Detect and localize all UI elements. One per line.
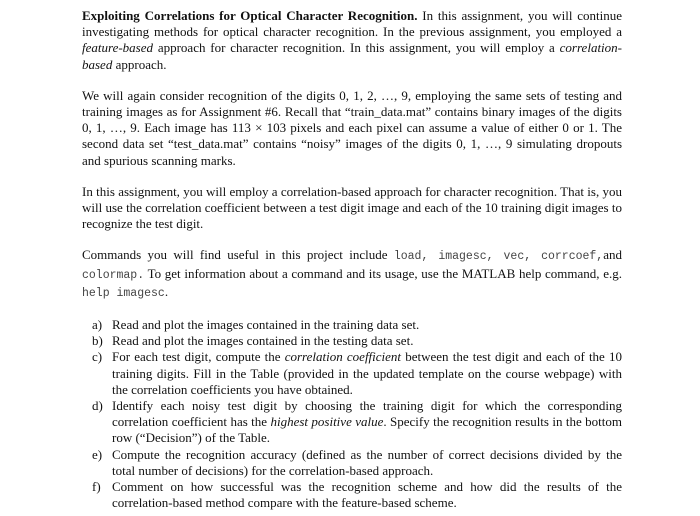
command-colormap: colormap. <box>82 268 145 282</box>
assignment-title: Exploiting Correlations for Optical Character Recognition. <box>82 8 418 23</box>
task-list <box>82 317 622 511</box>
task-item: d) Identify each noisy test digit by choosing the training digit for which the corresponding correlation coefficient has the highest positive value. Specify the recognition results in the bottom row (“Decision”) of the Table. <box>92 398 622 446</box>
task-item: e) Compute the recognition accuracy (defined as the number of correct decisions divided by the total number of decisions) for the correlation-based approach. <box>92 446 622 478</box>
task-item: b) Read and plot the images contained in the testing data set. <box>92 333 414 349</box>
commands-paragraph: Commands you will find useful in this project include load, imagesc, vec, corrcoef,and colormap. To get information about a command and its usage, use the MATLAB help command, e.g. help imagesc. <box>82 247 622 300</box>
command-list: load, imagesc, vec, corrcoef, <box>393 250 604 264</box>
intro-paragraph: Exploiting Correlations for Optical Character Recognition. In this assignment, you will continue investigating methods for optical character recognition. In the previous assignment, you employed a feature-based approach for character recognition. In this assignment, you will employ a correlation-based approach. <box>82 8 622 72</box>
task-item: a) Read and plot the images contained in the training data set. <box>92 317 420 333</box>
data-description-paragraph: We will again consider recognition of the digits 0, 1, 2, …, 9, employing the same sets of testing and training images as for Assignment #6. Recall that “train_data.mat” contains binary images of the digits 0, 1, …, 9. Each image has 113 × 103 pixels and each pixel can assume a value of either 0 or 1. The second data set “test_data.mat” contains “noisy” images of the digits 0, 1, …, 9 simulating dropouts and spurious scanning marks. <box>82 87 622 168</box>
task-item: f) Comment on how successful was the recognition scheme and how did the results of the correlation-based method compare with the feature-based scheme. <box>92 479 622 511</box>
command-help-example: help imagesc <box>82 286 165 300</box>
approach-paragraph: In this assignment, you will employ a correlation-based approach for character recognition. That is, you will use the correlation coefficient between a test digit image and each of the 10 training digit images to recognize the test digit. <box>82 183 622 232</box>
task-item: c) For each test digit, compute the correlation coefficient between the test digit and each of the 10 training digits. Fill in the Table (provided in the updated template on the course webpage) with the correlation coefficients you have obtained. <box>92 349 622 397</box>
